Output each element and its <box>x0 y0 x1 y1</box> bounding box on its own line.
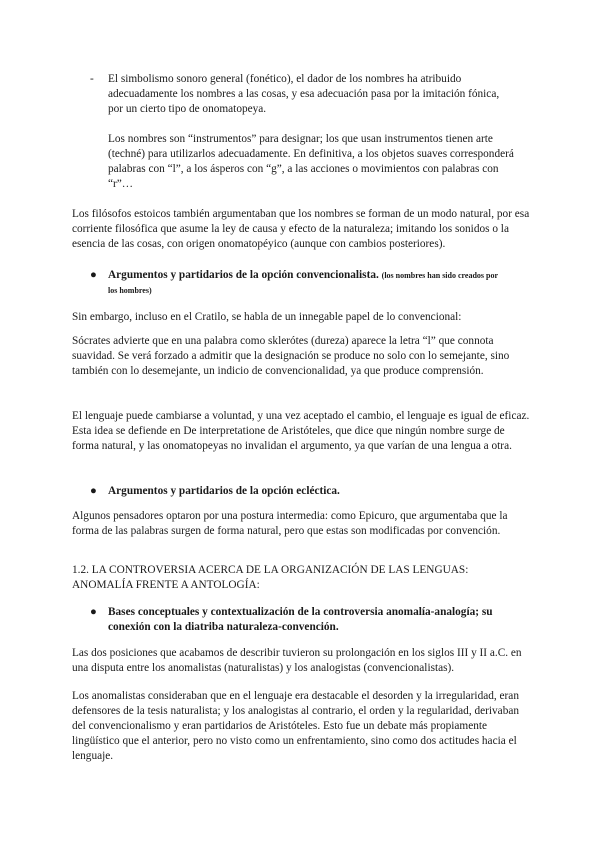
anomalistas-paragraph: Los anomalistas consideraban que en el lenguaje era destacable el desorden y la irregularidad, eran defensores de la tesis naturalista; y los analogistas al contrario, el orden y la regularidad, derivaban del convencionalismo y eran partidarios de Aristóteles. Esto fue un debate más propiamente lingüístico que el anterior, pero no visto como un enfrentamiento, sino como dos actitudes hacia el lenguaje. <box>72 690 520 762</box>
eclectic-heading: Argumentos y partidarios de la opción ecléctica. <box>108 485 340 497</box>
instruments-paragraph: Los nombres son “instrumentos” para designar; los que usan instrumentos tienen arte (techné) para utilizarlos adecuadamente. En definitiva, a los objetos suaves corresponderá palabras con “l”, a los ásperos con “g”, a las acciones o movimientos con palabras con “r”… <box>108 133 514 190</box>
lenguaje-paragraph: El lenguaje puede cambiarse a voluntad, y una vez aceptado el cambio, el lenguaje es igual de eficaz. Esta idea se defiende en De interpretatione de Aristóteles, que dice que ningún nombre surge de forma natural, y las onomatopeyas no invalidan el argumento, ya que varían de una lengua a otra. <box>72 410 530 452</box>
socrates-paragraph: Sócrates advierte que en una palabra como sklerótes (dureza) aparece la letra “l” que connota suavidad. Se verá forzado a admitir que la designación se produce no solo con lo semejante, sino también con lo desemejante, un indicio de convencionalidad, ya que produce comprensión. <box>72 335 510 377</box>
posiciones-paragraph: Las dos posiciones que acabamos de describir tuvieron su prolongación en los siglos III y II a.C. en una disputa entre los anomalistas (naturalistas) y los analogistas (convencionalistas). <box>72 647 522 674</box>
conventionalist-heading <box>108 268 508 298</box>
dash-marker: - <box>90 73 94 85</box>
epicuro-paragraph: Algunos pensadores optaron por una postura intermedia: como Epicuro, que argumentaba que la forma de las palabras surgen de forma natural, pero que estas son modificadas por convención. <box>72 510 508 537</box>
bullet-icon: ● <box>90 269 97 281</box>
bases-heading: Bases conceptuales y contextualización de la controversia anomalía-analogía; su conexión con la diatriba naturaleza-convención. <box>108 606 493 633</box>
dash-item-text: El simbolismo sonoro general (fonético), el dador de los nombres ha atribuido adecuadamente los nombres a las cosas, y esa adecuación pasa por la imitación fónica, por un cierto tipo de onomatopeya. <box>108 73 500 115</box>
conventionalist-heading-bold: Argumentos y partidarios de la opción convencionalista. <box>108 269 379 281</box>
cratilo-paragraph: Sin embargo, incluso en el Cratilo, se habla de un innegable papel de lo convencional: <box>72 311 462 323</box>
conventionalist-heading-note: (los nombres han sido creados por los hombres) <box>108 271 498 295</box>
section-title: 1.2. LA CONTROVERSIA ACERCA DE LA ORGANIZACIÓN DE LAS LENGUAS: ANOMALÍA FRENTE A ANTOLOGÍA: <box>72 564 469 591</box>
bullet-icon: ● <box>90 606 97 618</box>
stoics-paragraph: Los filósofos estoicos también argumentaban que los nombres se forman de un modo natural, por esa corriente filosófica que asume la ley de causa y efecto de la naturaleza; imitando los sonidos o la esencia de las cosas, con origen onomatopéyico (aunque con cambios posteriores). <box>72 208 530 250</box>
bullet-icon: ● <box>90 485 97 497</box>
